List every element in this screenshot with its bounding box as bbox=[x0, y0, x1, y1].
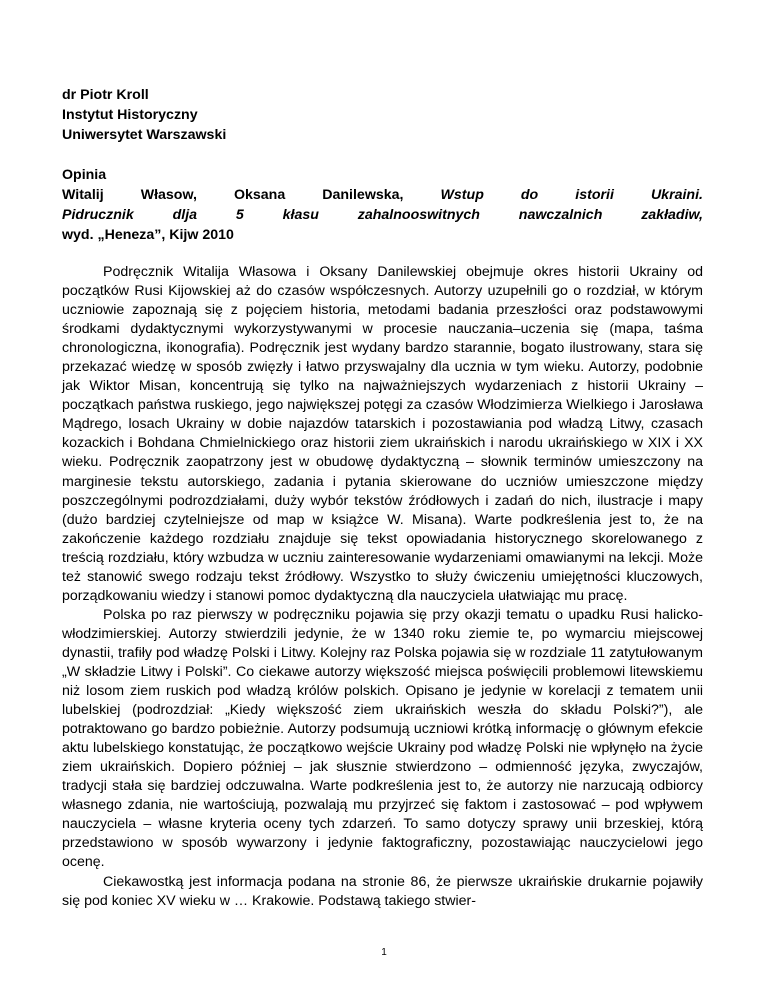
reference-word: istorii bbox=[575, 187, 614, 203]
reference-word: Danilewska, bbox=[322, 187, 404, 203]
reference-word: Ukraini. bbox=[650, 187, 703, 203]
opinion-heading-block bbox=[62, 165, 703, 245]
reference-word: Witalij bbox=[62, 187, 104, 203]
reference-word: kłasu bbox=[282, 207, 319, 223]
body-paragraph: Podręcznik Witalija Własowa i Oksany Danilewskiej obejmuje okres historii Ukrainy od początków Rusi Kijowskiej aż do czasów współczesnych. Autorzy uzupełnili go o rozdział, w którym uczniowie zapoznają się z pojęciem historia, metodami badania przeszłości oraz podstawowymi środkami dydaktycznymi wykorzystywanymi w procesie nauczania–uczenia się (mapa, taśma chronologiczna, ikonografia). Podręcznik jest wydany bardzo starannie, bogato ilustrowany, stara się przekazać wiedzę w sposób zwięzły i łatwo przyswajalny dla ucznia w tym wieku. Autorzy, podobnie jak Wiktor Misan, koncentrują się tylko na najważniejszych wydarzeniach z historii Ukrainy – początkach państwa ruskiego, jego największej potęgi za czasów Włodzimierza Wielkiego i Jarosława Mądrego, losach Ukrainy w dobie najazdów tatarskich i pozostawiania pod władzą Litwy, czasach kozackich i Bohdana Chmielnickiego oraz historii ziem ukraińskich i narodu ukraińskiego w XIX i XX wieku. Podręcznik zaopatrzony jest w obudowę dydaktyczną – słownik terminów umieszczony na marginesie tekstu autorskiego, zadania i pytania skierowane do uczniów umieszczone między poszczególnymi podrozdziałami, duży wybór tekstów źródłowych i zadań do nich, ilustracje i mapy (dużo bardziej czytelniejsze od map w książce W. Misana). Warte podkreślenia jest to, że na zakończenie każdego rozdziału znajduje się tekst opowiadania historycznego skorelowanego z treścią rozdziału, który wzbudza w uczniu zainteresowanie wydarzeniami omawianymi na lekcji. Może też stanowić swego rodzaju tekst źródłowy. Wszystko to służy ćwiczeniu umiejętności kluczowych, porządkowaniu wiedzy i stanowi pomoc dydaktyczną dla nauczyciela ułatwiając mu pracę. bbox=[62, 264, 703, 604]
reference-word: zahalnooswitnych bbox=[357, 207, 480, 223]
book-reference-line-3: wyd. „Heneza”, Kijw 2010 bbox=[62, 227, 234, 243]
reference-word: Wstup bbox=[440, 187, 484, 203]
reference-word: zakładiw, bbox=[641, 207, 703, 223]
reference-word: Oksana bbox=[233, 187, 286, 203]
reference-word: nawczalnich bbox=[518, 207, 603, 223]
reference-word: dlja bbox=[172, 207, 198, 223]
body-paragraph: Ciekawostką jest informacja podana na stronie 86, że pierwsze ukraińskie drukarnie pojawiły się pod koniec XV wieku w … Krakowie. Podstawą takiego stwier- bbox=[62, 873, 703, 909]
reference-word: Pidrucznik bbox=[62, 207, 134, 223]
reference-word: 5 bbox=[235, 207, 244, 223]
opinion-body bbox=[62, 263, 703, 911]
author-name: dr Piotr Kroll bbox=[62, 87, 149, 103]
body-paragraph: Polska po raz pierwszy w podręczniku pojawia się przy okazji tematu o upadku Rusi halicko-włodzimierskiej. Autorzy stwierdzili jedynie, że w 1340 roku ziemie te, po wymarciu miejscowej dynastii, trafiły pod władzę Polski i Litwy. Kolejny raz Polska pojawia się w rozdziale 11 zatytułowanym „W składzie Litwy i Polski”. Co ciekawe autorzy większość miejsca poświęcili problemowi litewskiemu niż losom ziem ruskich pod władzą królów polskich. Opisano je jedynie w korelacji z tematem unii lubelskiej (podrozdział: „Kiedy większość ziem ukraińskich weszła do składu Polski?”), ale potraktowano go bardzo pobieżnie. Autorzy podsumują uczniowi krótką informację o głównym efekcie aktu lubelskiego konstatując, że początkowo wejście Ukrainy pod władzę Polski nie wpłynęło na życie ziem ukraińskich. Dopiero później – jak słusznie stwierdzono – odmienność języka, zwyczajów, tradycji stała się bardziej odczuwalna. Warte podkreślenia jest to, że autorzy nie narzucają odbiorcy własnego zdania, nie wartościują, pozwalają mu przyjrzeć się faktom i zastosować – pod wpływem nauczyciela – własne kryteria oceny tych zdarzeń. To samo dotyczy sprawy unii brzeskiej, którą przedstawiono w sposób wywarzony i jedynie faktograficzny, pozostawiając nauczycielowi jego ocenę. bbox=[62, 606, 703, 871]
opinion-heading: Opinia bbox=[62, 167, 107, 183]
reference-word: Własow, bbox=[140, 187, 197, 203]
page-number: 1 bbox=[381, 947, 387, 958]
book-reference-line-1 bbox=[62, 185, 703, 205]
author-block bbox=[62, 85, 462, 145]
author-university: Uniwersytet Warszawski bbox=[62, 127, 227, 143]
book-reference-line-2 bbox=[62, 205, 703, 225]
author-institute: Instytut Historyczny bbox=[62, 107, 198, 123]
reference-word: do bbox=[520, 187, 539, 203]
